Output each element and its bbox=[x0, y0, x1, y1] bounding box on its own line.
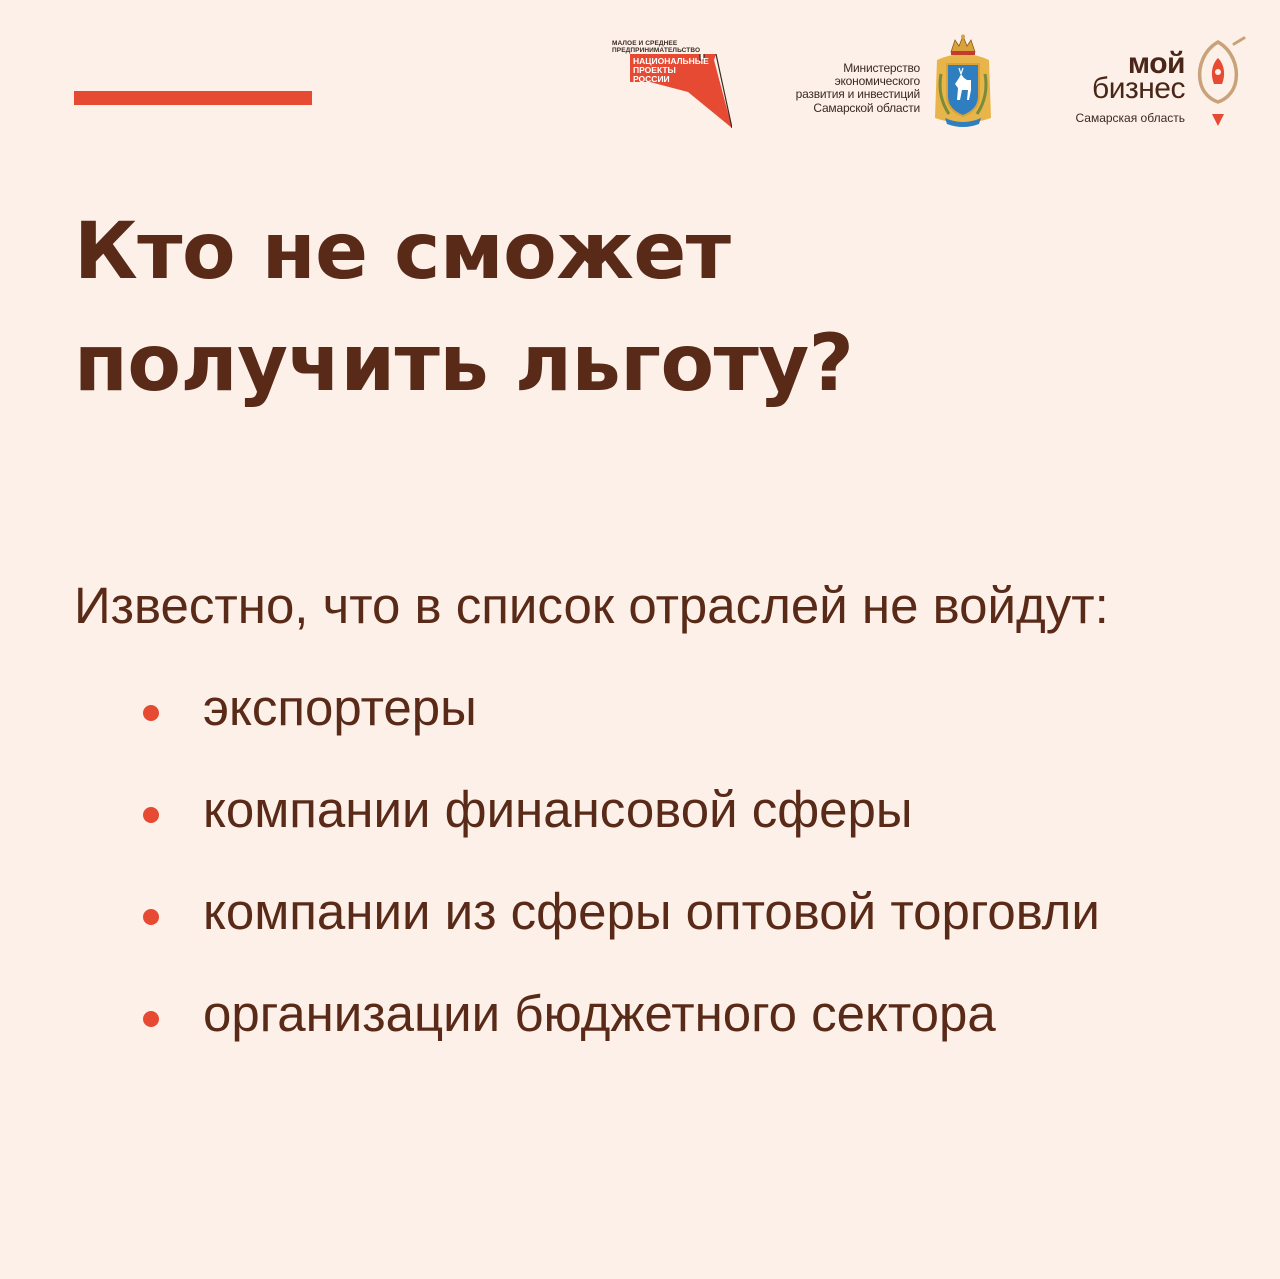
ministry-name bbox=[770, 62, 920, 115]
page-title bbox=[74, 196, 1214, 420]
moy-biznes-word-2: бизнес bbox=[1092, 72, 1185, 105]
moy-biznes-word-1: мой bbox=[1127, 47, 1185, 80]
list-item-text: экспортеры bbox=[203, 679, 477, 736]
bullet-icon bbox=[143, 705, 159, 721]
title-line-1: Кто не сможет bbox=[74, 207, 731, 297]
national-projects-logo bbox=[610, 36, 732, 128]
list-item-text: компании финансовой сферы bbox=[203, 781, 913, 838]
moy-biznes-logo bbox=[1055, 47, 1195, 130]
bullet-icon bbox=[143, 807, 159, 823]
moy-biznes-region: Самарская область bbox=[1075, 111, 1185, 125]
list-item-text: компании из сферы оптовой торговли bbox=[203, 883, 1100, 940]
ministry-line-1: Министерство bbox=[843, 61, 920, 75]
ministry-line-2: экономического bbox=[834, 74, 920, 89]
intro-text: Известно, что в список отраслей не войдут: bbox=[74, 577, 1109, 634]
rocket-pin-icon bbox=[1196, 36, 1248, 128]
national-projects-title: НАЦИОНАЛЬНЫЕ ПРОЕКТЫ РОССИИ bbox=[633, 56, 709, 84]
bullet-icon bbox=[143, 1011, 159, 1027]
national-projects-subtitle: МАЛОЕ И СРЕДНЕЕ ПРЕДПРИНИМАТЕЛЬСТВО bbox=[612, 40, 701, 54]
ministry-line-4: Самарской области bbox=[813, 100, 920, 115]
coat-of-arms-icon bbox=[931, 34, 995, 130]
list-item-text: организации бюджетного сектора bbox=[203, 985, 996, 1042]
ministry-line-3: развития и инвестиций bbox=[795, 87, 920, 102]
title-line-2: получить льготу? bbox=[74, 319, 854, 409]
accent-bar bbox=[74, 91, 312, 105]
national-projects-badge bbox=[630, 54, 732, 128]
bullet-icon bbox=[143, 909, 159, 925]
